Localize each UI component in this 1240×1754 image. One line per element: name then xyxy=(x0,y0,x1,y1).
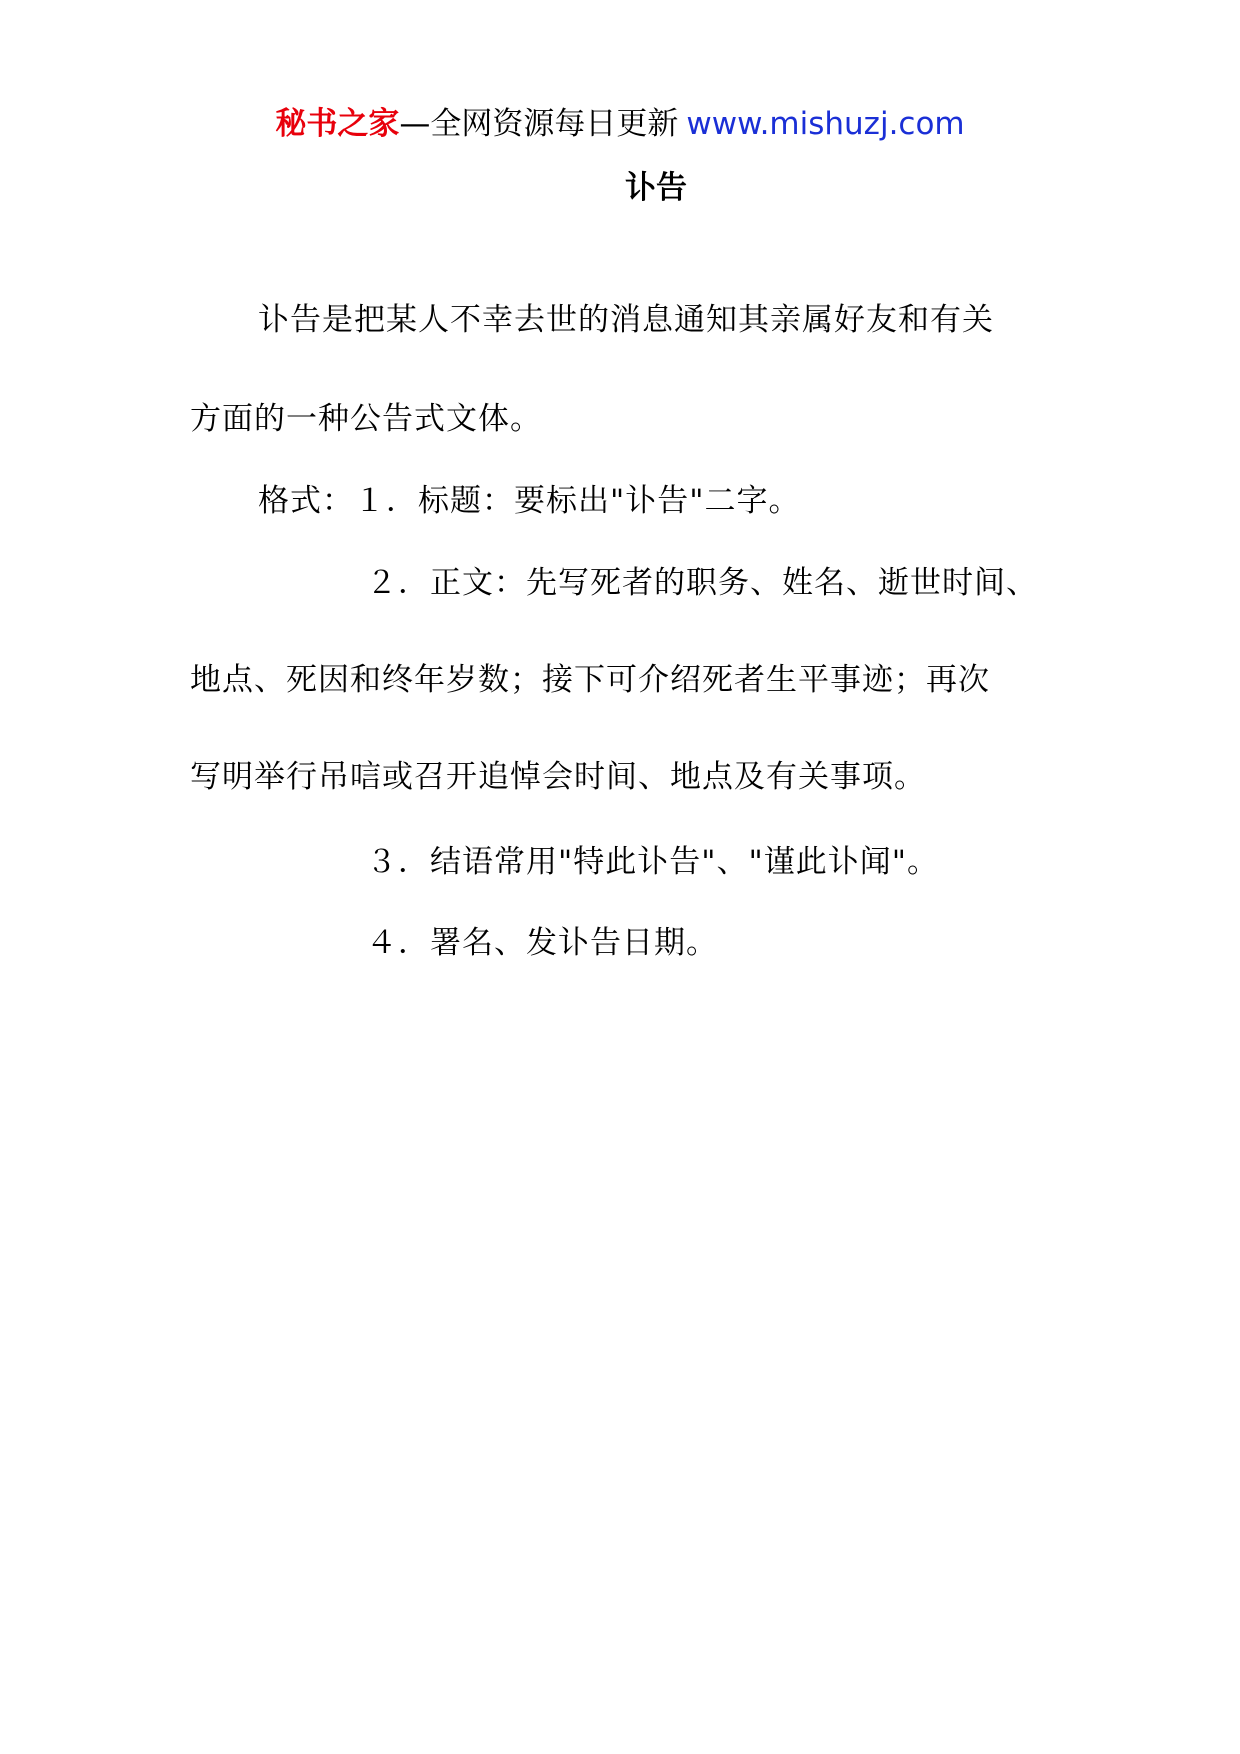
document-title: 讣告 xyxy=(625,170,687,206)
header-slogan: —全网资源每日更新 xyxy=(399,106,679,142)
body-paragraph-line: 方面的一种公告式文体。 xyxy=(190,401,542,437)
site-url-link[interactable]: www.mishuzj.com xyxy=(686,106,965,142)
format-item-signature: ４．署名、发讣告日期。 xyxy=(366,925,718,961)
page-header xyxy=(0,100,1240,148)
format-item-closing: ３．结语常用"特此讣告"、"谨此讣闻"。 xyxy=(366,844,940,880)
format-item-body: ２．正文：先写死者的职务、姓名、逝世时间、 xyxy=(366,565,1038,601)
format-item-body-line: 写明举行吊唁或召开追悼会时间、地点及有关事项。 xyxy=(190,759,926,795)
format-item-title: 格式：１．标题：要标出"讣告"二字。 xyxy=(258,483,801,519)
format-item-body-line: 地点、死因和终年岁数；接下可介绍死者生平事迹；再次 xyxy=(190,662,990,698)
brand-name: 秘书之家 xyxy=(275,106,400,142)
body-paragraph-line: 讣告是把某人不幸去世的消息通知其亲属好友和有关 xyxy=(258,302,994,338)
